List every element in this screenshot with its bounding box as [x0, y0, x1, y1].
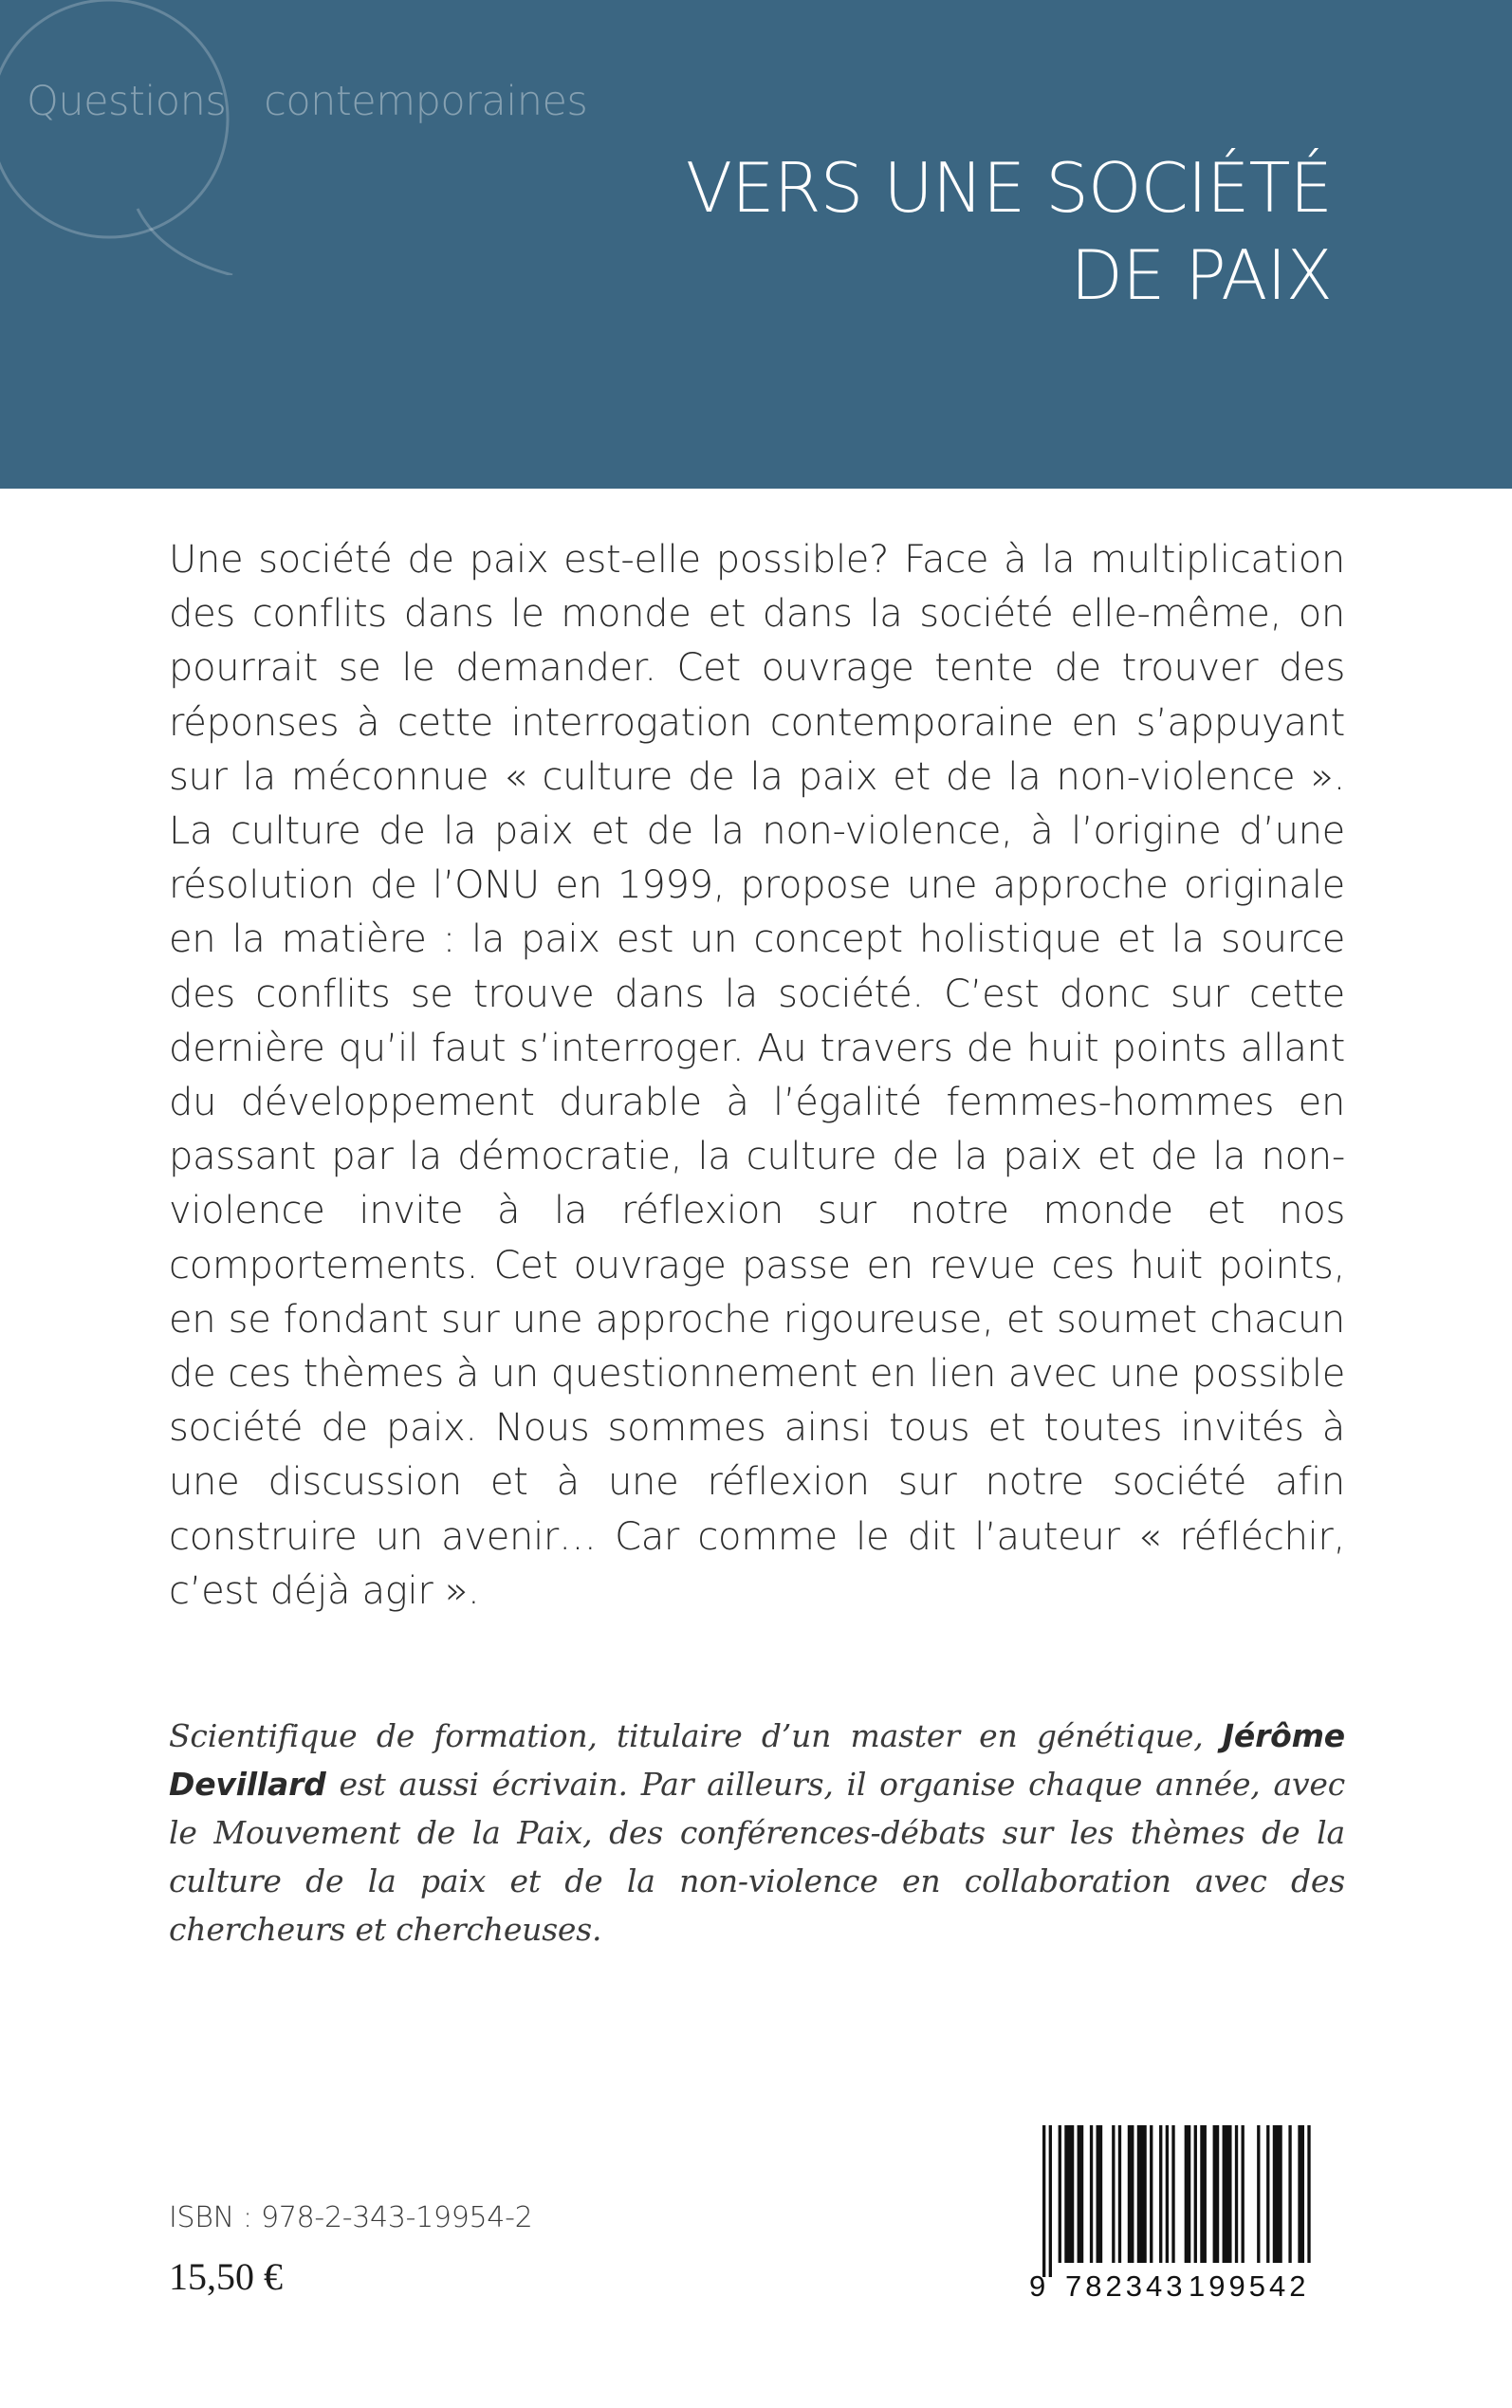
barcode-bar	[1112, 2125, 1115, 2263]
barcode-bar	[1200, 2125, 1207, 2263]
barcode-bar	[1185, 2125, 1191, 2263]
barcode-bar	[1059, 2125, 1061, 2263]
barcode-bar	[1097, 2125, 1103, 2263]
book-description: Une société de paix est-elle possible? Face à la multiplication des conflits dans le monde et dans la société elle-même, on pourrait se le demander. Cet ouvrage tente de trouver des réponses à cette interrogation contemporaine en s’appuyant sur la méconnue « culture de la paix et de la non-violence ». La culture de la paix et de la non-violence, à l’origine d’une résolution de l’ONU en 1999, propose une approche originale en la matière : la paix est un concept holistique et la source des conflits se trouve dans la société. C’est donc sur cette dernière qu’il faut s’interroger. Au travers de huit points allant du développement durable à l’égalité femmes-hommes en passant par la démocratie, la culture de la paix et de la non-violence invite à la réflexion sur notre monde et nos comportements. Cet ouvrage passe en revue ces huit points, en se fondant sur une approche rigoureuse, et soumet chacun de ces thèmes à un questionnement en lien avec une possible société de paix. Nous sommes ainsi tous et toutes invités à une discussion et à une réflexion sur notre société afin construire un avenir… Car comme le dit l’auteur « réfléchir, c’est déjà agir ».	[169, 538, 1345, 1613]
barcode-bars	[1041, 2125, 1318, 2277]
barcode-bar	[1090, 2125, 1093, 2263]
barcode-digit-first: 9	[1029, 2269, 1046, 2303]
barcode-bar	[1137, 2125, 1147, 2263]
price: 15,50 €	[169, 2255, 283, 2298]
barcode-bar	[1118, 2125, 1121, 2263]
isbn: ISBN : 978-2-343-19954-2	[169, 2201, 533, 2234]
book-title-line-2: DE PAIX	[1070, 235, 1332, 315]
series-word-1: Questions	[27, 78, 227, 125]
barcode-bar	[1307, 2125, 1310, 2263]
series-word-2: contemporaines	[264, 78, 588, 125]
barcode-bar	[1242, 2125, 1245, 2263]
author-bio-intro: Scientifique de formation, titulaire d’un master en génétique,	[169, 1717, 1223, 1754]
series-name	[27, 78, 587, 125]
barcode-bar	[1273, 2125, 1282, 2263]
barcode-bar	[1166, 2125, 1169, 2263]
barcode-bar	[1223, 2125, 1232, 2263]
author-bio	[169, 1712, 1345, 1954]
barcode-bar	[1235, 2125, 1238, 2263]
barcode-bar	[1064, 2125, 1074, 2263]
barcode-bar	[1298, 2125, 1304, 2263]
barcode-bar	[1042, 2125, 1045, 2277]
book-title-line-1: VERS UNE SOCIÉTÉ	[685, 148, 1332, 228]
barcode-bar	[1257, 2125, 1260, 2263]
barcode-bar	[1049, 2125, 1052, 2277]
author-bio-rest: est aussi écrivain. Par ailleurs, il organise chaque année, avec le Mouvement de la Paix, des conférences-débats sur les thèmes de la culture de la paix et de la non-violence en collaboration avec des chercheurs et chercheuses.	[169, 1766, 1345, 1948]
book-title	[478, 144, 1332, 319]
barcode-bar	[1266, 2125, 1269, 2263]
header-band	[0, 0, 1512, 489]
q-watermark-icon	[0, 0, 256, 275]
barcode-bar	[1194, 2125, 1197, 2263]
barcode	[1029, 2125, 1323, 2310]
author-name: Jérôme Devillard	[169, 1717, 1345, 1803]
barcode-bar	[1171, 2125, 1174, 2263]
barcode-bar	[1078, 2125, 1084, 2263]
barcode-digits-left: 782343	[1065, 2269, 1187, 2303]
barcode-bar	[1213, 2125, 1220, 2263]
barcode-digits-right: 199542	[1189, 2269, 1310, 2303]
barcode-bar	[1128, 2125, 1134, 2263]
barcode-bar	[1150, 2125, 1152, 2263]
barcode-bar	[1288, 2125, 1291, 2263]
barcode-bar	[1159, 2125, 1162, 2263]
